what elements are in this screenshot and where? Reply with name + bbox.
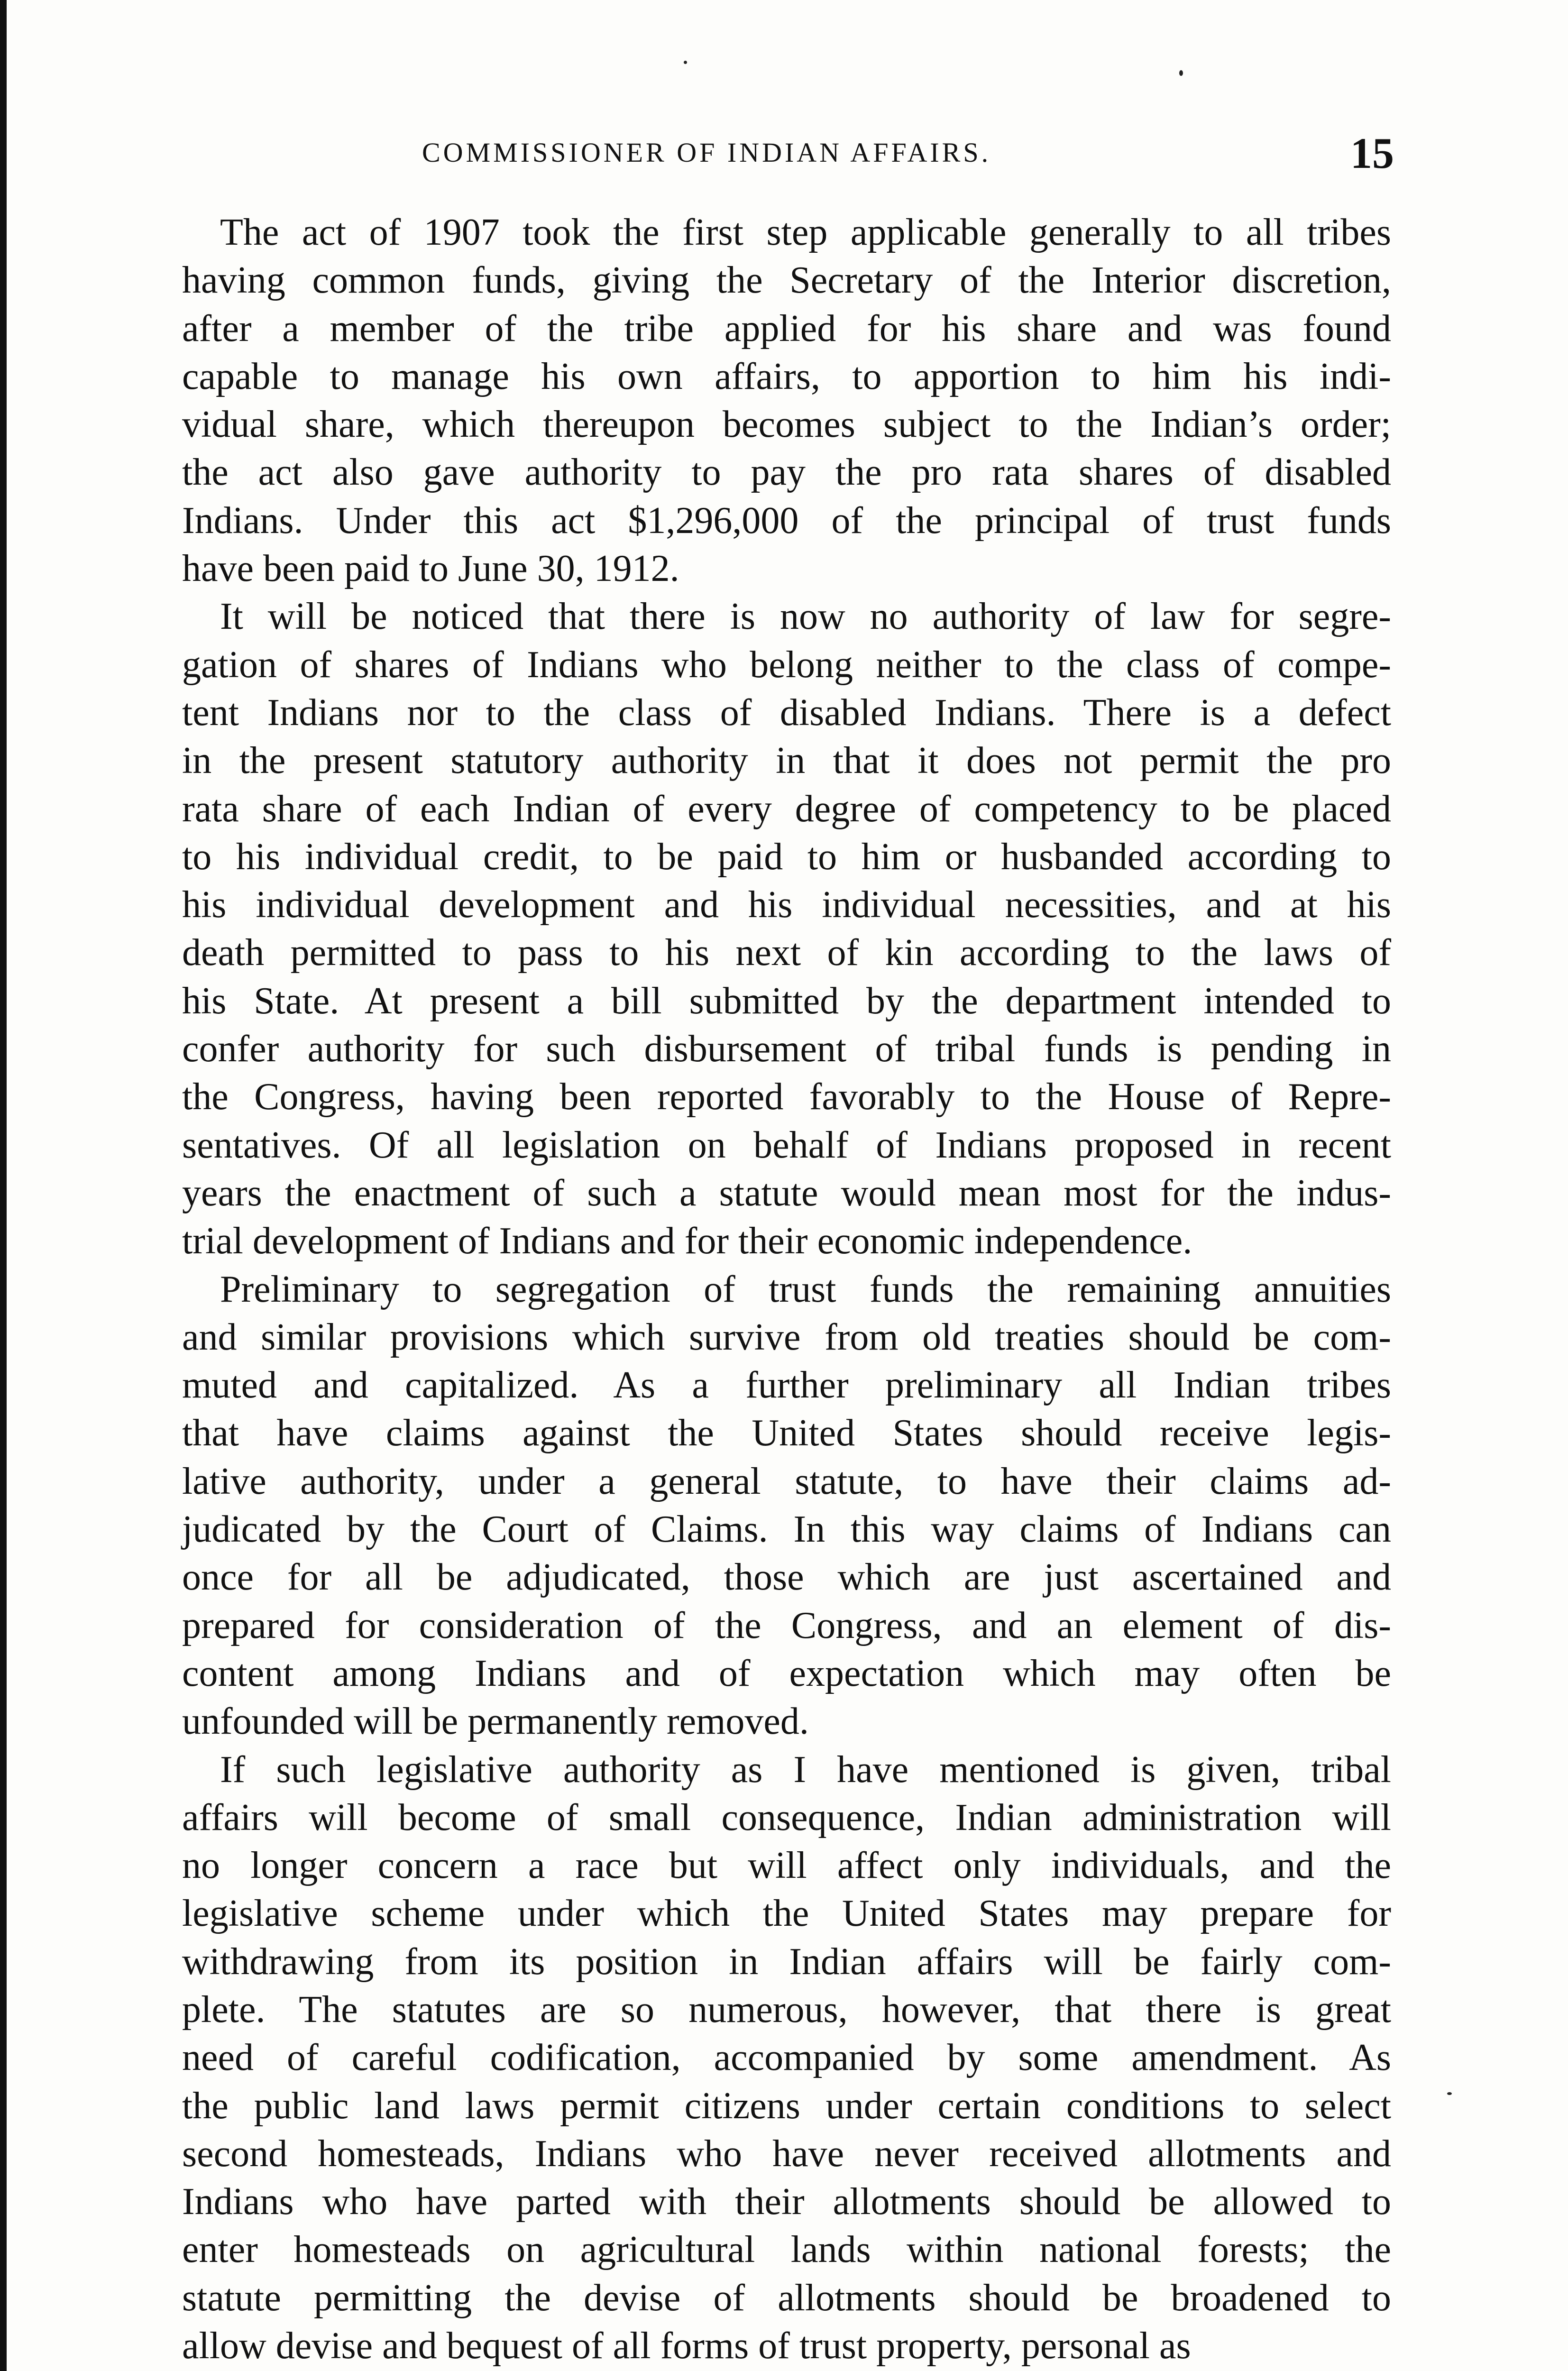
text-line: in the present statutory authority in that it does not permit the pro	[182, 740, 1391, 782]
text-line: tent Indians nor to the class of disabled Indians. There is a defect	[182, 691, 1391, 734]
text-line: his individual development and his individual necessities, and at his	[182, 884, 1391, 926]
text-line: judicated by the Court of Claims. In this way claims of Indians can	[182, 1508, 1391, 1551]
text-line: once for all be adjudicated, those which are just ascertained and	[182, 1556, 1391, 1599]
text-line: trial development of Indians and for their economic independence.	[182, 1220, 1192, 1262]
text-line: statute permitting the devise of allotments should be broadened to	[182, 2277, 1391, 2319]
paragraph	[182, 1746, 1391, 2371]
text-line: that have claims against the United States should receive legis-	[182, 1412, 1391, 1454]
text-line: affairs will become of small consequence, Indian administration will	[182, 1796, 1391, 1838]
text-line: the Congress, having been reported favorably to the House of Repre-	[182, 1076, 1391, 1118]
text-line: after a member of the tribe applied for his share and was found	[182, 307, 1391, 349]
text-line: no longer concern a race but will affect only individuals, and the	[182, 1845, 1391, 1887]
text-line: second homesteads, Indians who have never received allotments and	[182, 2132, 1391, 2175]
text-line: death permitted to pass to his next of kin according to the laws of	[182, 932, 1391, 974]
text-line: confer authority for such disbursement of tribal funds is pending in	[182, 1028, 1391, 1070]
text-line: need of careful codification, accompanied by some amendment. As	[182, 2037, 1391, 2079]
text-line: years the enactment of such a statute would mean most for the indus-	[182, 1172, 1391, 1214]
text-line: prepared for consideration of the Congress, and an element of dis-	[182, 1604, 1391, 1646]
scan-speck	[1179, 70, 1183, 76]
text-line: the act also gave authority to pay the pro rata shares of disabled	[182, 451, 1391, 494]
text-line: capable to manage his own affairs, to apportion to him his indi-	[182, 355, 1391, 397]
text-line: Indians. Under this act $1,296,000 of the principal of trust funds	[182, 499, 1391, 542]
running-head: COMMISSIONER OF INDIAN AFFAIRS.	[422, 137, 991, 168]
text-line: enter homesteads on agricultural lands within national forests; the	[182, 2229, 1391, 2271]
text-line: content among Indians and of expectation which may often be	[182, 1652, 1391, 1694]
body-text	[182, 209, 1391, 2370]
text-line: have been paid to June 30, 1912.	[182, 548, 679, 590]
paragraph	[182, 1266, 1391, 1746]
text-line: muted and capitalized. As a further preliminary all Indian tribes	[182, 1364, 1391, 1406]
text-line: sentatives. Of all legislation on behalf of Indians proposed in recent	[182, 1124, 1391, 1166]
text-line: legislative scheme under which the United States may prepare for	[182, 1893, 1391, 1935]
paragraph	[182, 209, 1391, 593]
paragraph	[182, 593, 1391, 1265]
text-line: Indians who have parted with their allotments should be allowed to	[182, 2181, 1391, 2223]
text-line: unfounded will be permanently removed.	[182, 1700, 809, 1743]
scan-edge	[0, 0, 7, 2371]
text-line: It will be noticed that there is now no authority of law for segre-	[220, 596, 1391, 638]
text-line: his State. At present a bill submitted by the department intended to	[182, 980, 1391, 1022]
text-line: gation of shares of Indians who belong neither to the class of compe-	[182, 643, 1391, 686]
text-line: plete. The statutes are so numerous, however, that there is great	[182, 1988, 1391, 2031]
text-line: vidual share, which thereupon becomes subject to the Indian’s order;	[182, 404, 1391, 446]
scan-speck	[684, 61, 687, 64]
text-line: allow devise and bequest of all forms of trust property, personal as	[182, 2325, 1191, 2367]
text-line: The act of 1907 took the first step applicable generally to all tribes	[220, 211, 1391, 253]
text-line: having common funds, giving the Secretary of the Interior discretion,	[182, 259, 1391, 302]
scan-speck	[1447, 2092, 1452, 2095]
text-line: withdrawing from its position in Indian affairs will be fairly com-	[182, 1940, 1391, 1983]
page-header	[180, 128, 1394, 180]
text-line: If such legislative authority as I have mentioned is given, tribal	[220, 1748, 1391, 1791]
text-line: and similar provisions which survive from old treaties should be com-	[182, 1316, 1391, 1358]
text-line: the public land laws permit citizens under certain conditions to select	[182, 2085, 1391, 2127]
text-line: Preliminary to segregation of trust funds the remaining annuities	[220, 1268, 1391, 1310]
text-line: to his individual credit, to be paid to him or husbanded according to	[182, 836, 1391, 878]
text-line: lative authority, under a general statute, to have their claims ad-	[182, 1460, 1391, 1502]
page-number: 15	[1350, 129, 1394, 177]
text-line: rata share of each Indian of every degree of competency to be placed	[182, 788, 1391, 830]
